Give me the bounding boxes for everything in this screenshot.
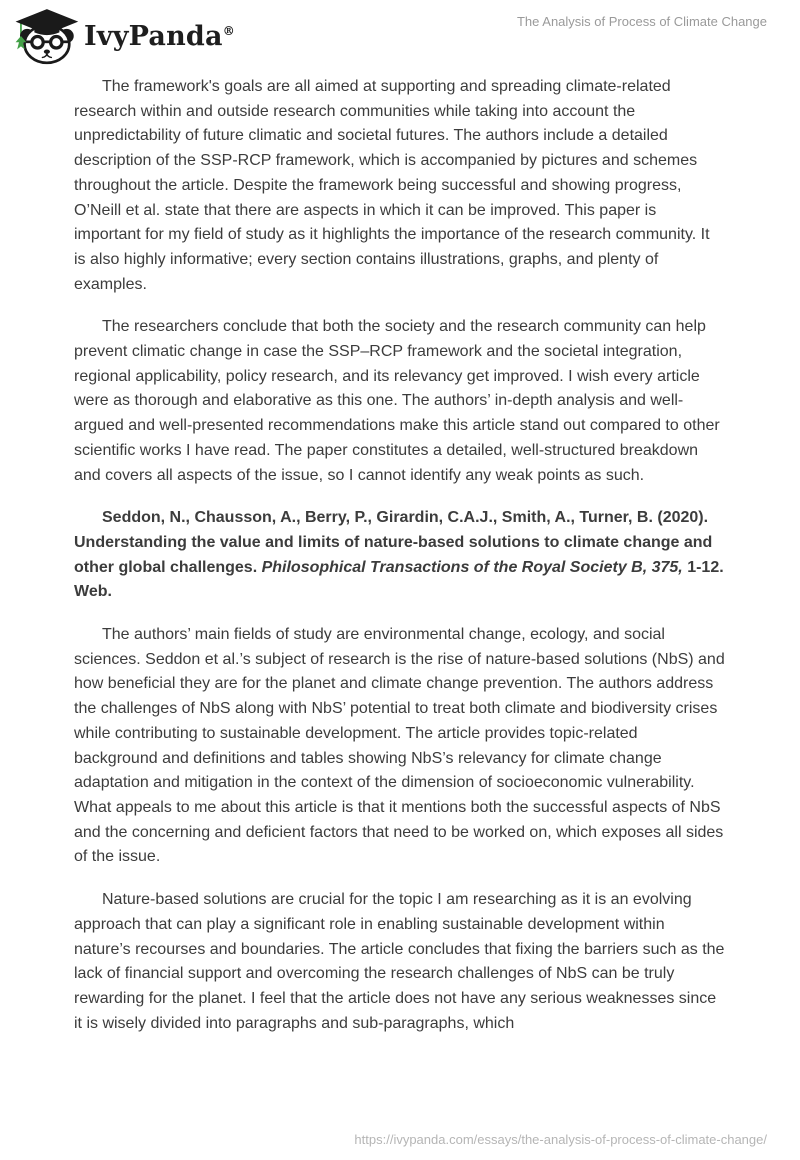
essay-paragraph: Nature-based solutions are crucial for the topic I am researching as it is an evolving approach that can play a significant role in enabling sustainable development within nature’s recourses and boundaries. The article concludes that fixing the barriers such as the lack of financial support and overcoming the research challenges of NbS can be truly rewarding for the planet. I feel that the article does not have any serious weaknesses since it is wisely divided into paragraphs and sub-paragraphs, which: [74, 891, 725, 1032]
source-url: https://ivypanda.com/essays/the-analysis-of-process-of-climate-change/: [354, 1132, 767, 1147]
brand-wordmark: [84, 21, 235, 52]
document-title: The Analysis of Process of Climate Change: [516, 14, 767, 29]
brand-name: IvyPanda: [84, 20, 223, 52]
essay-paragraph: The authors’ main fields of study are environmental change, ecology, and social sciences. Seddon et al.’s subject of research is the rise of nature-based solutions (NbS) and how beneficial they are for the planet and climate change prevention. The authors address the challenges of NbS along with NbS’ potential to treat both climate and biodiversity crises while contributing to sustainable development. The article provides topic-related background and definitions and tables showing NbS’s relevancy for climate change adaptation and mitigation in the context of the dimension of socioeconomic vulnerability. What appeals to me about this article is that it mentions both the successful aspects of NbS and the concerning and deficient factors that need to be worked on, which exposes all sides of the issue.: [74, 626, 725, 866]
registered-trademark-symbol: ®: [222, 23, 235, 38]
essay-paragraph: The researchers conclude that both the society and the research community can help prevent climatic change in case the SSP–RCP framework and the societal integration, regional applicability, policy research, and its relevancy get improved. I wish every article were as thorough and elaborative as this one. The authors’ in-depth analysis and well-argued and well-presented recommendations make this article stand out compared to other scientific works I have read. The paper constitutes a detailed, well-structured breakdown and covers all aspects of the issue, so I cannot identify any weak points as such.: [74, 318, 720, 484]
essay-body: [74, 75, 725, 1054]
citation-text-run: Philosophical Transactions of the Royal Society B, 375,: [261, 558, 688, 576]
essay-paragraph: The framework's goals are all aimed at supporting and spreading climate-related research within and outside research communities while taking into account the unpredictability of future climatic and societal futures. The authors include a detailed description of the SSP-RCP framework, which is accompanied by pictures and schemes throughout the article. Despite the framework being successful and showing progress, O’Neill et al. state that there are aspects in which it can be improved. This paper is important for my field of study as it highlights the importance of the research community. It is also highly informative; every section contains illustrations, graphs, and plenty of examples.: [74, 78, 710, 293]
ivypanda-panda-logo-icon: [12, 6, 80, 66]
citation-text-run: Seddon, N., Chausson, A., Berry, P., Girardin, C.A.J., Smith, A., Turner, B. (2020). Understanding the value and limits of nature-based solutions to climate change and other global challenges.: [74, 509, 713, 576]
reference-citation: [74, 506, 725, 605]
page-header: [12, 6, 235, 66]
citation-text-run: 1-12. Web.: [74, 558, 724, 601]
